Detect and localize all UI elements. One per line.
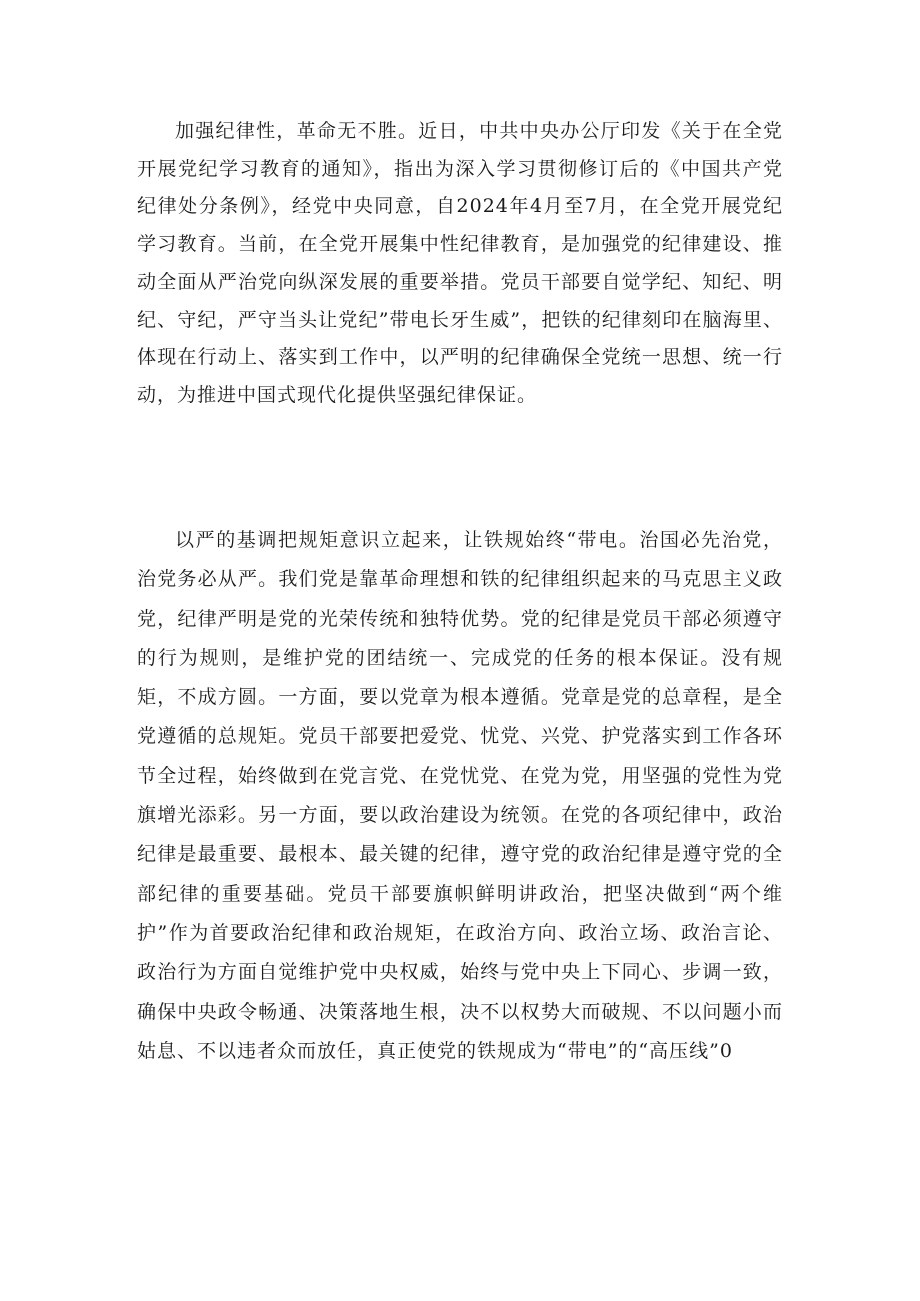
paragraph-1: 加强纪律性，革命无不胜。近日，中共中央办公厅印发《关于在全党开展党纪学习教育的通知》，指出为深入学习贯彻修订后的《中国共产党纪律处分条例》，经党中央同意，自2024年4月至7月，在全党开展党纪学习教育。当前，在全党开展集中性纪律教育，是加强党的纪律建设、推动全面从严治党向纵深发展的重要举措。党员干部要自觉学纪、知纪、明纪、守纪，严守当头让党纪”带电长牙生威”，把铁的纪律刻印在脑海里、体现在行动上、落实到工作中，以严明的纪律确保全党统一思想、统一行动，为推进中国式现代化提供坚强纪律保证。 <box>137 120 783 406</box>
paragraph-2: 以严的基调把规矩意识立起来，让铁规始终“带电。治国必先治党，治党务必从严。我们党是靠革命理想和铁的纪律组织起来的马克思主义政党，纪律严明是党的光荣传统和独特优势。党的纪律是党员干部必须遵守的行为规则，是维护党的团结统一、完成党的任务的根本保证。没有规矩，不成方圆。一方面，要以党章为根本遵循。党章是党的总章程，是全党遵循的总规矩。党员干部要把爱党、忧党、兴党、护党落实到工作各环节全过程，始终做到在党言党、在党忧党、在党为党，用坚强的党性为党旗增光添彩。另一方面，要以政治建设为统领。在党的各项纪律中，政治纪律是最重要、最根本、最关键的纪律，遵守党的政治纪律是遵守党的全部纪律的重要基础。党员干部要旗帜鲜明讲政治，把坚决做到“两个维护”作为首要政治纪律和政治规矩，在政治方向、政治立场、政治言论、政治行为方面自觉维护党中央权威，始终与党中央上下同心、步调一致，确保中央政令畅通、决策落地生根，决不以权势大而破规、不以问题小而姑息、不以违者众而放任，真正使党的铁规成为“带电”的“高压线”0 <box>137 529 783 1062</box>
